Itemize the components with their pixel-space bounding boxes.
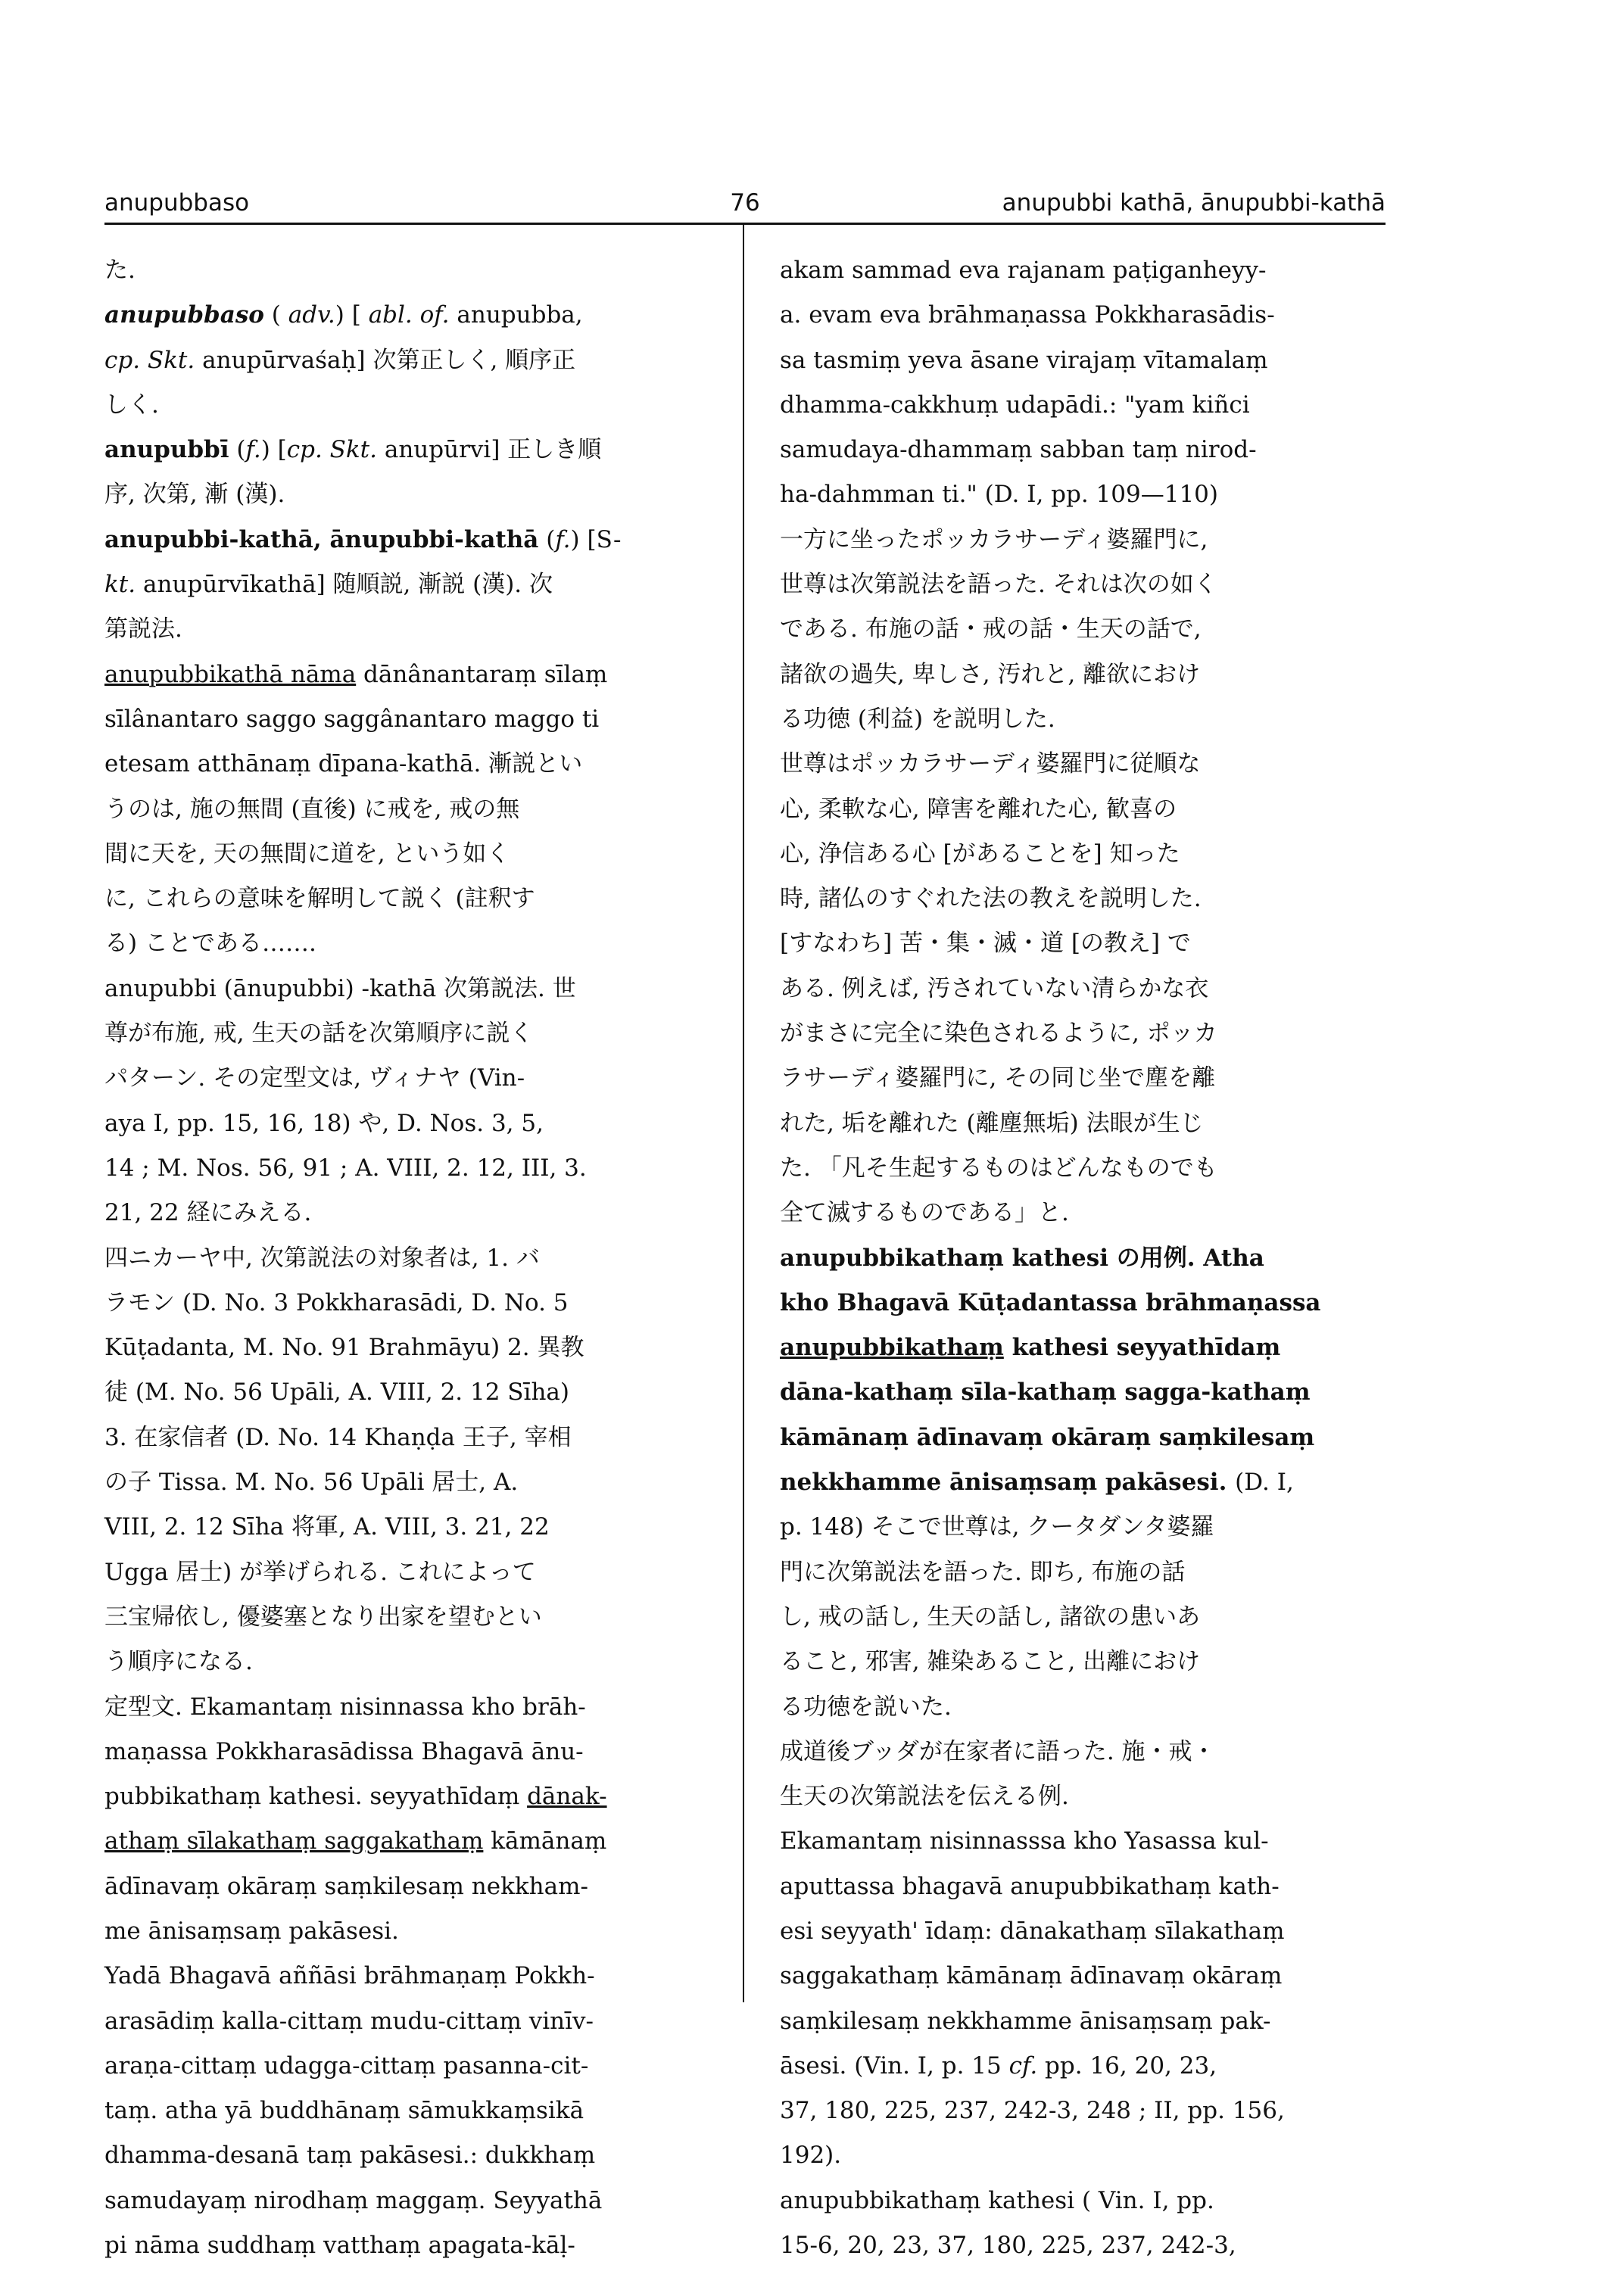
entry-paragraph — [104, 1236, 710, 1685]
right-column — [780, 248, 1386, 2268]
entry-text: anupubbikathaṃ kathesi ( Vin. I, pp. 15-6, 20, 23, 37, 180, 225, 237, 242-3, — [780, 2186, 1236, 2260]
entry-text: anupubbaso — [104, 301, 264, 329]
page-number: 76 — [730, 189, 760, 217]
entry-paragraph — [104, 248, 710, 293]
entry-text: anupubbikathaṃ kathesi の用例. Atha kho Bhagavā Kūṭadantassa brāhmaṇassa — [780, 1244, 1321, 1316]
header-rule — [104, 223, 1386, 225]
entry-text: 成道後ブッダが在家者に語った. 施・戒・ 生天の次第説法を伝える例. — [780, 1737, 1216, 1811]
entry-text: ( — [538, 525, 556, 553]
entry-text: pp. 16, 20, 23, 37, 180, 225, 237, 242-3, 248 ; II, pp. 156, 192). — [780, 2052, 1285, 2170]
entry-text: anupūrvīkathā] 随順説, 漸説 (漢). 次 第説法. — [104, 571, 553, 643]
entry-text: 世尊はポッカラサーディ婆羅門に従順な 心, 柔軟な心, 障害を離れた心, 歓喜の 心, 浄信ある心 [があることを] 知った 時, 諸仏のすぐれた法の教えを説明した. [すなわち] 苦・集・滅・道 [の教え] で ある. 例えば, 汚されていない清らかな衣 がまさに完全に染色されるように, ポッカ ラサーディ婆羅門に, その同じ坐で塵を離 れた, 垢を離れた (離塵無垢) 法眼が生じ た. 「凡そ生起するものはどんなものでも 全て滅するものである」と. — [780, 750, 1217, 1227]
entry-text: dānânantaraṃ sīlaṃ sīlânantaro saggo saggânantaro maggo ti etesam atthānaṃ dīpana-kathā. 漸説とい うのは, 施の無間 (直後) に戒を, 戒の無 間に天を, 天の無間に道を, という如く に, これらの意味を解明して説く (註釈す る) ことである……. — [104, 660, 608, 958]
entry-text: ) [ — [335, 301, 369, 329]
entry-paragraph — [104, 1954, 710, 2268]
entry-text: anupubbī — [104, 436, 229, 464]
entry-text: ) [ — [260, 436, 287, 464]
entry-paragraph — [780, 1819, 1386, 2178]
entry-text: cp. Skt. — [104, 346, 195, 374]
entry-paragraph — [104, 967, 710, 1236]
column-divider — [743, 225, 744, 2002]
entry-text: 定型文. Ekamantaṃ nisinnassa kho brāh- maṇassa Pokkharasādissa Bhagavā ānu- pubbikathaṃ kathesi. seyyathīdaṃ — [104, 1693, 586, 1811]
entry-text: kt. — [104, 571, 136, 599]
entry-text: kathesi seyyathīdaṃ dāna-kathaṃ sīla-kathaṃ sagga-kathaṃ kāmānaṃ ādīnavaṃ okāraṃ saṃkilesaṃ nekkhamme ānisaṃsaṃ pakāsesi. — [780, 1334, 1315, 1497]
entry-text: ( — [229, 436, 246, 464]
entry-paragraph — [104, 428, 710, 518]
entry-text: ( — [263, 301, 288, 329]
entry-paragraph — [780, 742, 1386, 1235]
entry-text: Ekamantaṃ nisinnasssa kho Yasassa kul- aputtassa bhagavā anupubbikathaṃ kath- esi seyyath' īdaṃ: dānakathaṃ sīlakathaṃ saggakathaṃ kāmānaṃ ādīnavaṃ okāraṃ saṃkilesaṃ nekkhamme ānisaṃsaṃ pak- āsesi. (Vin. I, p. 15 — [780, 1827, 1285, 2080]
entry-text: dānak- athaṃ sīlakathaṃ saggakathaṃ — [104, 1783, 607, 1855]
entry-text: 四ニカーヤ中, 次第説法の対象者は, 1. バ ラモン (D. No. 3 Pokkharasādi, D. No. 5 Kūṭadanta, M. No. 91 Brahmāyu) 2. 異教 徒 (M. No. 56 Upāli, A. VIII, 2. 12 Sīha) 3. 在家信者 (D. No. 14 Khaṇḍa 王子, 宰相 の子 Tissa. M. No. 56 Upāli 居士, A. VIII, 2. 12 Sīha 将軍, A. VIII, 3. 21, 22 Ugga 居士) が挙げられる. これによって 三宝帰依し, 優婆塞となり出家を望むとい う順序になる. — [104, 1244, 584, 1676]
entry-paragraph — [104, 518, 710, 653]
header-left-guideword: anupubbaso — [104, 189, 250, 217]
entry-paragraph — [104, 293, 710, 428]
entry-text: cf. — [1008, 2052, 1038, 2080]
entry-text: kāmānaṃ ādīnavaṃ okāraṃ saṃkilesaṃ nekkham- me ānisaṃsaṃ pakāsesi. — [104, 1827, 607, 1945]
entry-paragraph — [780, 1236, 1386, 1730]
left-column — [104, 248, 710, 2268]
entry-text: (D. I, p. 148) そこで世尊は, クータダンタ婆羅 門に次第説法を語った. 即ち, 布施の話 し, 戒の話し, 生天の話し, 諸欲の患いあ ること, 邪害, 雑染あること, 出離におけ る功徳を説いた. — [780, 1469, 1294, 1721]
entry-paragraph — [104, 653, 710, 967]
entry-text: anupubbi-kathā, ānupubbi-kathā — [104, 525, 539, 553]
entry-text: た. — [104, 257, 136, 284]
entry-paragraph — [780, 1730, 1386, 1820]
entry-text: anupūrvaśaḥ] 次第正しく, 順序正 しく. — [104, 346, 576, 419]
entry-text: anupubba, — [457, 301, 583, 329]
entry-paragraph — [780, 2179, 1386, 2269]
entry-text: anupubbi (ānupubbi) -kathā 次第説法. 世 尊が布施, 戒, 生天の話を次第順序に説く パターン. その定型文は, ヴィナヤ (Vin- aya I, pp. 15, 16, 18) や, D. Nos. 3, 5, 14 ; M. Nos. 56, 91 ; A. VIII, 2. 12, III, 3. 21, 22 経にみえる. — [104, 974, 587, 1227]
running-header — [104, 189, 1386, 227]
entry-text: akam sammad eva rajanam paṭiganheyy- a. evam eva brāhmaṇassa Pokkharasādis- sa tasmiṃ yeva āsane virajaṃ vītamalaṃ dhamma-cakkhuṃ udapādi.: "yam kiñci samudaya-dhammaṃ sabban taṃ nirod- ha-dahmman ti." (D. I, pp. 109—110) 一方に坐ったポッカラサーディ婆羅門に, 世尊は次第説法を語った. それは次の如く である. 布施の話・戒の話・生天の話で, 諸欲の過失, 卑しさ, 汚れと, 離欲におけ る功徳 (利益) を説明した. — [780, 257, 1275, 733]
entry-text: abl. of. — [368, 301, 450, 329]
entry-paragraph — [104, 1685, 710, 1955]
entry-text: f. — [245, 436, 261, 464]
entry-text: Yadā Bhagavā aññāsi brāhmaṇaṃ Pokkh- arasādiṃ kalla-cittaṃ mudu-cittaṃ vinīv- araṇa-cittaṃ udagga-cittaṃ pasanna-cit- taṃ. atha yā buddhānaṃ sāmukkaṃsikā dhamma-desanā taṃ pakāsesi.: dukkhaṃ samudayaṃ nirodhaṃ maggaṃ. Seyyathā pi nāma suddhaṃ vatthaṃ apagata-kāḷ- — [104, 1962, 603, 2260]
entry-paragraph — [780, 248, 1386, 742]
entry-text: anupubbikathā nāma — [104, 660, 357, 688]
entry-text: cp. Skt. — [286, 436, 377, 464]
header-right-guideword: anupubbi kathā, ānupubbi-kathā — [1002, 189, 1386, 217]
entry-text: ) [S- — [570, 525, 622, 553]
entry-text: anupūrvi] 正しき順 序, 次第, 漸 (漢). — [104, 436, 602, 509]
entry-text: adv. — [288, 301, 335, 329]
entry-text: f. — [555, 525, 571, 553]
entry-text: anupubbikathaṃ — [780, 1334, 1004, 1362]
